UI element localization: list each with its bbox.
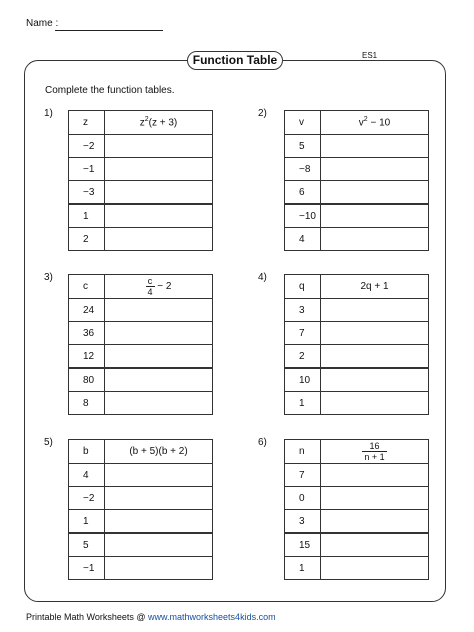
answer-cell[interactable] xyxy=(321,345,429,369)
table-row xyxy=(69,158,213,181)
answer-cell[interactable] xyxy=(321,392,429,415)
worksheet-code: ES1 xyxy=(362,51,378,60)
input-value: −8 xyxy=(285,158,321,181)
input-value: 3 xyxy=(285,299,321,322)
function-expression-header: $\frac{c}{4}$ − 2 xyxy=(105,275,213,299)
instructions: Complete the function tables. xyxy=(45,85,175,96)
answer-cell[interactable] xyxy=(105,368,213,392)
input-variable-header: c xyxy=(69,275,105,299)
table-row xyxy=(285,299,429,322)
input-value: 4 xyxy=(69,464,105,487)
input-value: 2 xyxy=(69,228,105,251)
table-row xyxy=(69,345,213,369)
function-expression-header: $\frac{16}{n + 1}$ xyxy=(321,440,429,464)
table-row xyxy=(69,510,213,534)
input-value: 10 xyxy=(285,368,321,392)
table-row xyxy=(285,464,429,487)
answer-cell[interactable] xyxy=(105,228,213,251)
answer-cell[interactable] xyxy=(321,204,429,228)
answer-cell[interactable] xyxy=(105,510,213,534)
input-variable-header: b xyxy=(69,440,105,464)
function-expression-header: $v^2 - 10$ xyxy=(321,111,429,135)
function-table xyxy=(284,110,429,251)
table-row xyxy=(69,487,213,510)
answer-cell[interactable] xyxy=(105,487,213,510)
problem-number: 5) xyxy=(44,437,53,448)
footer-url[interactable]: www.mathworksheets4kids.com xyxy=(148,612,276,622)
problem-number: 1) xyxy=(44,108,53,119)
answer-cell[interactable] xyxy=(321,299,429,322)
table-row xyxy=(69,204,213,228)
answer-cell[interactable] xyxy=(321,322,429,345)
table-row xyxy=(285,181,429,205)
input-value: 5 xyxy=(69,533,105,557)
worksheet-title: Function Table xyxy=(187,51,283,70)
answer-cell[interactable] xyxy=(321,464,429,487)
table-row xyxy=(69,557,213,580)
input-variable-header: q xyxy=(285,275,321,299)
answer-cell[interactable] xyxy=(105,392,213,415)
input-value: 7 xyxy=(285,464,321,487)
table-row xyxy=(69,368,213,392)
input-variable-header: n xyxy=(285,440,321,464)
answer-cell[interactable] xyxy=(321,557,429,580)
table-row xyxy=(69,228,213,251)
table-row xyxy=(285,135,429,158)
function-table xyxy=(68,439,213,580)
table-row xyxy=(285,487,429,510)
table-row xyxy=(285,557,429,580)
function-table xyxy=(68,110,213,251)
table-row xyxy=(69,464,213,487)
table-row xyxy=(285,228,429,251)
input-value: 15 xyxy=(285,533,321,557)
table-row xyxy=(69,392,213,415)
input-value: 3 xyxy=(285,510,321,534)
input-variable-header: v xyxy=(285,111,321,135)
answer-cell[interactable] xyxy=(105,181,213,205)
input-value: 7 xyxy=(285,322,321,345)
input-value: −1 xyxy=(69,158,105,181)
table-row xyxy=(285,510,429,534)
input-value: −1 xyxy=(69,557,105,580)
problem-number: 2) xyxy=(258,108,267,119)
input-variable-header: z xyxy=(69,111,105,135)
answer-cell[interactable] xyxy=(105,299,213,322)
input-value: −2 xyxy=(69,487,105,510)
table-row xyxy=(285,204,429,228)
input-value: 6 xyxy=(285,181,321,205)
input-value: 1 xyxy=(69,204,105,228)
table-row xyxy=(69,135,213,158)
function-expression-header: (b + 5)(b + 2) xyxy=(105,440,213,464)
input-value: 8 xyxy=(69,392,105,415)
function-expression-header: 2q + 1 xyxy=(321,275,429,299)
problem-number: 4) xyxy=(258,272,267,283)
answer-cell[interactable] xyxy=(321,228,429,251)
answer-cell[interactable] xyxy=(105,533,213,557)
function-table xyxy=(68,274,213,415)
footer-prefix: Printable Math Worksheets @ xyxy=(26,612,149,622)
input-value: 2 xyxy=(285,345,321,369)
input-value: 4 xyxy=(285,228,321,251)
table-row xyxy=(69,299,213,322)
answer-cell[interactable] xyxy=(105,557,213,580)
input-value: 5 xyxy=(285,135,321,158)
input-value: 1 xyxy=(285,392,321,415)
input-value: 36 xyxy=(69,322,105,345)
name-label: Name : xyxy=(26,18,59,29)
input-value: −10 xyxy=(285,204,321,228)
answer-cell[interactable] xyxy=(321,533,429,557)
input-value: 0 xyxy=(285,487,321,510)
table-row xyxy=(285,158,429,181)
table-row xyxy=(285,368,429,392)
function-expression-header: $z^2(z + 3)$ xyxy=(105,111,213,135)
problem-number: 6) xyxy=(258,437,267,448)
answer-cell[interactable] xyxy=(321,181,429,205)
name-line[interactable] xyxy=(55,30,163,31)
input-value: 1 xyxy=(285,557,321,580)
table-row xyxy=(69,322,213,345)
answer-cell[interactable] xyxy=(105,322,213,345)
answer-cell[interactable] xyxy=(105,135,213,158)
answer-cell[interactable] xyxy=(321,487,429,510)
input-value: −3 xyxy=(69,181,105,205)
answer-cell[interactable] xyxy=(321,158,429,181)
table-row xyxy=(285,392,429,415)
table-row xyxy=(69,181,213,205)
answer-cell[interactable] xyxy=(105,464,213,487)
answer-cell[interactable] xyxy=(321,510,429,534)
function-table xyxy=(284,274,429,415)
footer xyxy=(26,612,276,622)
table-row xyxy=(285,322,429,345)
input-value: 80 xyxy=(69,368,105,392)
input-value: −2 xyxy=(69,135,105,158)
input-value: 24 xyxy=(69,299,105,322)
answer-cell[interactable] xyxy=(321,135,429,158)
input-value: 12 xyxy=(69,345,105,369)
table-row xyxy=(285,345,429,369)
answer-cell[interactable] xyxy=(105,158,213,181)
answer-cell[interactable] xyxy=(105,345,213,369)
table-row xyxy=(285,533,429,557)
answer-cell[interactable] xyxy=(105,204,213,228)
table-row xyxy=(69,533,213,557)
input-value: 1 xyxy=(69,510,105,534)
function-table xyxy=(284,439,429,580)
problem-number: 3) xyxy=(44,272,53,283)
answer-cell[interactable] xyxy=(321,368,429,392)
